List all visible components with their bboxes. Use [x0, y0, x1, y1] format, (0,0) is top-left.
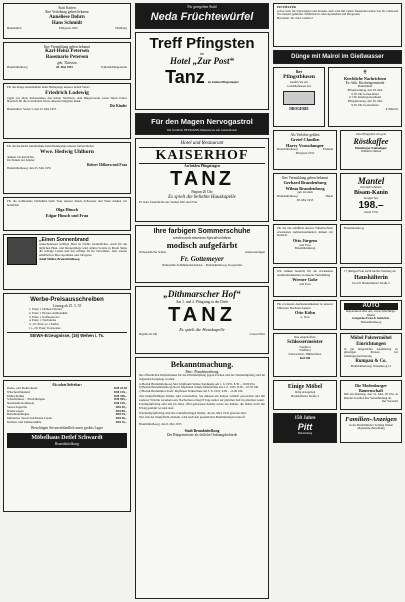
ad-line: Zum Pfingstfest ein gute	[356, 132, 386, 136]
ad-foot: Es ladet freundlichst ein: Stehen Wirt und Frau	[139, 199, 198, 204]
ad-line: 9.30 Uhr Gottesdienst	[351, 102, 379, 107]
ad-silberhochzeit-koehn	[273, 300, 337, 330]
name: Karl-Heinz Petersen	[45, 49, 89, 55]
ad-text: billig abzugeben	[294, 390, 316, 394]
ad-schlossermeister	[273, 333, 337, 377]
date: 28. Mai 1955	[296, 197, 314, 202]
name: Werner Gohr	[292, 277, 318, 283]
ad-line: im	[200, 52, 204, 56]
ad-title: EIN HELFER	[277, 5, 296, 9]
item-label: Kinderwagen	[7, 408, 24, 413]
ad-thanks-lodewig	[3, 83, 131, 139]
item-price: DM 15,–	[115, 419, 127, 424]
ad-title: Ihre farbigen Sommerschuhe	[153, 228, 251, 235]
ad-main: Bisam-Kanin	[353, 189, 388, 196]
ad-sub: werden nach neuestem Spezialverfahren	[173, 236, 231, 240]
ad-kirchliche-nachrichten	[328, 67, 402, 127]
signature: Robert Uhlhorn und Frau	[86, 163, 127, 168]
item-price: DM 398,–	[114, 393, 127, 398]
ad-sub: Kragen nur	[363, 195, 378, 200]
signature: Stadt Brunsbüttelkoog	[184, 428, 220, 433]
ad-sub: Lösung ab 25. 5. 55	[52, 304, 82, 308]
ad-line: Brunsbüttel	[357, 84, 373, 89]
ad-line: Neu eingetroffen:	[294, 335, 316, 339]
ad-top: Für geregelten Stuhl	[187, 5, 217, 9]
ad-foot: Brunsbüttel, Sedan 5, den 25. Mai 1955	[7, 107, 57, 112]
ad-preisausschreiben	[3, 293, 131, 377]
ad-pre: Treff	[149, 35, 182, 52]
ad-line: Orthopädische Schuh-	[139, 250, 167, 255]
place: Brunsbüttelkoog	[7, 64, 28, 69]
ad-line: Pfingstsonntag, den 29. Mai	[347, 88, 383, 92]
ad-auto-gregorius	[340, 300, 402, 330]
ad-hotel-post	[135, 32, 269, 110]
ad-foot: Brunsbüttelkoog, den 25. Mai 1955	[7, 166, 51, 171]
ad-text: Alle impfpflichtigen Kinder sind vorzustellen. Sie müssen am Körper reinlich gewaschen und mit sauberer Wäsche versehen sein. Nachschau erfolgt 8 Tage später zur gleichen Zeit im gleichen Lokal.	[139, 393, 265, 402]
ad-item: b) Bezirk Brunsbüttelkoog-Nord: Impflokal Schule Mittelstraße am 2. 6. 1955, 8.30 – 10.30 Uhr	[139, 385, 259, 390]
name: Wwe. Hedwig Uhlhorn	[40, 148, 94, 155]
ad-pitt	[273, 413, 337, 443]
ad-text: Dünge mit Mairol im Gießwasser	[291, 54, 384, 60]
ad-foot: Ruf 280	[299, 355, 311, 360]
ad-title: Bekanntmachung.	[170, 360, 234, 369]
tanz-word: TANZ	[168, 304, 236, 327]
place: Eddelak	[322, 147, 333, 152]
item-label: Sessel-Teppiche	[7, 404, 28, 409]
ad-item: c) Bezirk Brunsbüttel-Stadt: Impflokal Volksschule am 3. 6. 1955, 9.00 – 11.00 Uhr	[139, 389, 243, 394]
brand-name: Neda Früchtewürfel	[150, 11, 254, 24]
ad-foot: Brunsbütteler Straße 3	[291, 393, 319, 398]
name: Olga Hinsch	[55, 207, 79, 213]
ad-line: vorteilhaftesten bei:	[286, 84, 312, 88]
ad-moebelhaus-schwardt	[3, 380, 131, 512]
ad-foot: Orthopädie-Schuhmachermeister – Brunsbüttelkoog, Koogstraße	[161, 263, 243, 267]
ad-sonnenbrand	[3, 234, 131, 290]
ad-line: Ausbesserungen	[244, 250, 265, 255]
brand-name: AUTO	[344, 303, 398, 310]
ad-text: danken wir herzlichst.	[7, 154, 35, 159]
ad-engagement-dohrn	[3, 3, 131, 39]
price-list-row	[7, 421, 127, 425]
ad-neda	[135, 3, 269, 29]
ad-text: Reparaturen aller Art, sowie Abschlepp-Dienst	[346, 309, 396, 317]
firm-name: Alwin Fritz	[363, 210, 378, 215]
ad-sub: Betr.: Pfandeinziehung	[185, 370, 219, 374]
ad-foot: Die bewährte NEUMANN-Markenware seit Generationen	[166, 128, 238, 132]
ad-ein-helfer	[273, 3, 402, 47]
shop-name: Hamburger Kaffeelager	[355, 145, 387, 150]
tanz-word: Tanz	[165, 67, 205, 88]
ad-dithmarscher-hof	[135, 286, 269, 354]
ad-text: soll er sein, für Schwangere und Kranke, dem wird mit vielen Tausenden schon von Dr. Gutbrods Tee bestens geholfen. Erhältlich in allen Apotheken und Drogerien.	[277, 8, 398, 17]
signature: Der Vorstand	[381, 399, 398, 404]
ad-note: Besichtigen Sie unverbindlich unser großes Lager	[31, 426, 103, 431]
name: Otto Jürgens	[292, 238, 318, 244]
signature: Die Kinder	[109, 104, 127, 109]
ad-main: Pfingsten	[186, 35, 255, 52]
signature-sub: Der Bürgermeister als örtliche Ordnungsbehörde	[166, 433, 238, 438]
ad-head: Ab sofort lieferbar:	[52, 383, 82, 387]
item-label: Küchen- und Zimmerstühle	[7, 419, 42, 424]
ad-text: Für die herzliche Anteilnahme beim Heimgange unserer lieben Mutter	[7, 144, 94, 148]
firm-name: Gregorius Frau & Sohn KG.	[352, 316, 390, 321]
hotel-name: Hotel „Zur Post“	[169, 56, 234, 67]
ad-foot: Adolf Möller, Brunsbüttelkoog	[39, 256, 80, 261]
ad-main: Familien-Anzeigen	[345, 416, 397, 423]
column-middle	[135, 3, 269, 602]
place: Heide	[325, 194, 333, 198]
ad-title: Werbe-Preisausschreiben	[30, 297, 104, 303]
ad-line: An beiden Pfingsttagen	[184, 164, 220, 168]
ad-text: Für die innige Anteilnahme beim Heimgange unseres lieben Vaters	[7, 85, 90, 89]
name: Rosemarie Petersen	[45, 55, 89, 61]
ad-foot: Zu erfr. Brunsbütteler Straße 5	[352, 280, 390, 285]
ad-days: an beiden Pfingsttagen!	[207, 80, 239, 85]
ad-line: Es spielt die Hauskapelle	[179, 327, 225, 333]
ad-main: Einige Möbel	[287, 384, 323, 390]
ad-silberhochzeit-juergens	[273, 224, 337, 264]
ad-text: Im Namen der Kinder:	[7, 158, 36, 163]
name: Gretel Claußen	[290, 137, 320, 143]
name: Anneliese Dohrn	[49, 14, 85, 20]
name: und Frau	[299, 242, 311, 247]
ad-time: Beginn 20 Uhr	[139, 332, 158, 337]
ad-line: kaufen Sie am	[290, 80, 308, 85]
ad-line: Pfingstmontag, den 30. Mai	[347, 99, 383, 104]
ad-item: Weißbrot	[299, 348, 311, 353]
ad-sub: mit dem schönen	[360, 185, 382, 189]
item-price: DM 89,–	[115, 408, 127, 413]
ad-text: Für den Magen Nervogastrol	[151, 117, 253, 126]
ad-text: in der Brunsbütteler Zeitung finden allgemeine Beachtung	[349, 422, 393, 431]
ad-sub: geb. Thiessen	[57, 61, 77, 66]
ad-text: Wir danken herzlich für die erwiesenen Aufmerksamkeiten zu unserer Vermählung	[277, 269, 333, 277]
ad-text: Für die uns anläßlich unserer Silberhochzeit erwiesenen Aufmerksamkeiten danken wir herzlich.	[277, 226, 333, 238]
ad-sub: geb. Kramm	[297, 190, 313, 195]
ad-title: „Einen Sonnenbrand	[39, 237, 89, 243]
item-label: Wäscheschleudern	[7, 390, 31, 394]
date: 28. Mai 1955	[55, 64, 73, 69]
name: Friedrich Lodewig	[45, 89, 89, 96]
item-price: DM 49,–	[115, 404, 127, 409]
firm-name: Rumpau & Co.	[355, 358, 387, 364]
ad-nervogastrol	[135, 113, 269, 135]
ad-text: Wiederimpfpflichtig sind alle schulpflichtigen Kinder, die im Jahre 1943 geboren sind.	[139, 410, 247, 415]
shop-logo	[283, 91, 315, 105]
item-price: DM 169,–	[114, 401, 127, 406]
ad-text: Die öffentlichen Impfterminen für die Pflichtimpfung gegen Pocken und die Wiederimpfung sind im folgenden festgelegt worden:	[139, 373, 265, 381]
prize-item: 11.–20. Preis: Trostpreise	[29, 325, 61, 330]
ad-line: Pfingstblusen	[283, 74, 315, 81]
name: Gerhard Brandenburg	[283, 180, 327, 186]
ad-text: Für erwiesene Aufmerksamkeiten zu unserer Silbernen Hochzeit danken	[277, 302, 333, 310]
ad-wedding-petersen	[3, 42, 131, 80]
ad-line: 9.30 Uhr Gottesdienst	[351, 91, 379, 96]
ad-main: Die Modenburger Bauernschaft	[355, 383, 387, 393]
ad-kaiserhof	[135, 138, 269, 222]
ad-title: Kirchliche Nachrichten	[344, 76, 386, 81]
ad-top: Statt Karten	[58, 6, 76, 10]
ad-thanks-uhlhorn	[3, 142, 131, 194]
ad-familien-anzeigen	[340, 413, 402, 443]
prize-item: 5.–10. Preis: je 1 Kaffee	[29, 322, 60, 327]
ad-text: Brunsbüttelkoog	[344, 226, 364, 230]
ad-bisam-mantel	[340, 173, 402, 221]
ad-verlobte-claussen	[273, 130, 337, 170]
item-label: Matratzen, Sessel und Kleine Lieder	[7, 415, 53, 420]
item-price: DM 39,–	[115, 412, 127, 417]
ad-main: modisch aufgefärbt	[166, 240, 238, 251]
ad-date: Brunsbüttelkoog, den 9. Mai 1955	[139, 422, 182, 427]
date: Pfingsten 1955	[59, 25, 78, 30]
ad-foot: Hersteller: Dr. med. Gutbrod	[277, 16, 313, 21]
ad-mairol	[273, 50, 402, 64]
ad-title: Mantel	[357, 176, 385, 186]
ad-main: Röstkaffee	[353, 136, 389, 146]
ad-line: Als Verlobte grüßen	[290, 133, 320, 137]
ad-aufmerksamkeiten	[340, 224, 402, 264]
place: Brunsbüttel	[7, 25, 22, 30]
item-label: Nussbaum-Kommode	[7, 401, 35, 406]
shop-address: Brunsbüttelkoog, Neuenkoog 12	[350, 363, 392, 368]
ad-haushaelterin	[340, 267, 402, 297]
ad-line: Ihre	[295, 70, 303, 74]
item-price: DM 129,–	[114, 390, 127, 394]
ad-line: Am 1. und 2. Pfingsttag in der Diele	[175, 300, 229, 304]
firm-name: Fr. Gottemeyer	[180, 255, 224, 263]
restaurant-name: KAISERHOF	[139, 147, 265, 164]
item-label: Kühlschränke	[7, 393, 25, 398]
signature: P. Hinrich	[385, 106, 398, 111]
ad-foot: SEIWA-Erzeugnisse, (16) Wehen i. Ts.	[29, 332, 105, 338]
name: u. Frau	[300, 314, 310, 319]
ad-main: Möbel Polstermöbel Einrichtungen	[350, 336, 392, 347]
place: Hamburg	[115, 25, 127, 30]
ad-main: Haushälterin	[354, 274, 388, 281]
ad-text: sagen wir allen, insbesondere den lieben Nachbarn, dem Bürgerverein sowie Herrn Pastor Hoensch für die trostreichen Worte unseren innigsten Dank.	[7, 95, 127, 104]
ad-line: Ihre Vermählung geben bekannt	[282, 176, 328, 180]
ad-thanks-hinsch	[3, 197, 131, 231]
place: Brunsbüttelkoog	[277, 194, 298, 198]
brand-name: Pitt	[297, 422, 313, 432]
prize-item: 1. Preis: 1 Damen-Fahrrad	[29, 307, 62, 312]
date: Pfingsten 1955	[295, 151, 315, 155]
ad-line: Hotel und Restaurant	[180, 141, 224, 146]
price: 198.–	[358, 200, 384, 212]
place: Eddelak/Dingerdonn	[101, 64, 127, 69]
name: und Frau	[299, 281, 311, 286]
shop-address: Brunsbüttelkoog	[55, 441, 79, 446]
ad-roestkaffee	[340, 130, 402, 170]
shop-address: Brunsbüttelkoog	[360, 320, 382, 325]
name: Otto Köhn	[294, 310, 316, 316]
ad-bekanntmachung	[135, 357, 269, 599]
prize-item: 4. Preis: 1 Tischdecke	[29, 318, 57, 323]
ad-text: hält am Dienstag, den 31. Mai, 20 Uhr, in Rhodes Gasthof ihre Versammlung ab.	[344, 392, 398, 400]
prize-item: 3. Preis: 1 Kaffeeservice	[29, 314, 60, 319]
ad-text: 17 jähriges Frau sucht leichte Stellung als	[344, 269, 396, 273]
ad-text: Bekleidung	[297, 431, 313, 435]
name: Hans Schmidt	[51, 20, 83, 26]
ad-bauernschaft	[340, 380, 402, 410]
ad-item: Schwarzbrot, Hühnerfutter	[288, 352, 322, 357]
ad-pfingstblusen	[273, 67, 325, 127]
ad-line: 11 Uhr Kindergottesdienst	[348, 95, 382, 100]
tanz-word: TANZ	[170, 168, 234, 191]
shop-name: Möbelhaus Detlef Schwardt	[31, 434, 103, 441]
ad-line: Wilhelm Ohlsen	[360, 149, 382, 154]
item-label: Bettumrandungen	[7, 412, 30, 417]
ad-gottemeyer	[135, 225, 269, 283]
column-right	[273, 3, 402, 446]
ad-main: Schlossermeister	[287, 339, 323, 345]
name: Wilma Brandenburg	[285, 185, 325, 191]
ad-line: Ihre Verlobung geben bekannt	[45, 10, 89, 15]
ad-sub: Ev.-luth. Kirchengemeinde	[345, 81, 385, 85]
ad-item: Sandbrot	[299, 344, 311, 349]
name: Edgar Hinsch und Frau	[45, 212, 89, 218]
ad-dank-gohr	[273, 267, 337, 297]
ad-host: Conrad Harr	[249, 332, 265, 337]
cross-icon: ✝	[362, 70, 368, 76]
ad-foot: Brunsbüttelkoog	[294, 246, 316, 251]
ad-item: a) Bezirk Brunsbüttelkoog-Süd: Impflokal Schule Sandkamp am 1. 6. 1955, 8.30 – 10.00 Uhr	[139, 381, 255, 386]
place: Brunsbüttelkoog	[277, 147, 298, 152]
ad-line: Es spielt die beliebte Hauskapelle	[168, 194, 236, 200]
portrait-photo	[7, 237, 37, 265]
ad-wedding-brandenburg	[273, 173, 337, 221]
item-price: DM 36,–	[115, 415, 127, 420]
item-price: DM 25.50	[114, 386, 127, 391]
item-label: Radio- und Elektroherde	[7, 386, 38, 391]
ad-text: Wer sich der Impfpflicht entzieht, wird nach den gesetzlichen Bestimmungen bestraft.	[139, 415, 246, 420]
item-price: DM 595,–	[114, 397, 127, 402]
ad-text: in gut bürgerlicher Ausführung zu günstigen Preisen bei Zahlungserleichterung	[344, 346, 398, 358]
item-label: Schlafzimmer – Einrichtungen	[7, 397, 45, 402]
ad-text: Erstimpfpflichtig sind alle im Jahre 1954 geborenen Kinder sowie die Kinder, die bisher nicht mit Erfolg geimpft worden sind.	[139, 402, 265, 410]
column-left	[3, 3, 131, 515]
ad-main: 150 Jahre	[294, 416, 316, 421]
ad-text: wünschenswert kräftige Haut ist Nichts Ordentliches. Auch für die täglichen Haut- und Körperpflege wird Ambre Solaire in Ihrem Sinne die richtige Creme und das richtige Öl für Verwöhnte. Jetzt wieder erhältlich in Ihrer Apotheke oder Drogerie.	[39, 242, 127, 258]
shop-name: DROGERIE	[289, 106, 309, 111]
ad-line: Ihre Vermählung geben bekannt	[44, 45, 90, 49]
name: Harry Voossdamper	[286, 142, 324, 148]
ad-title: „Dithmarscher Hof“	[163, 289, 241, 299]
ad-text: Für die wohltuende Teilnahme beim Tode unserer lieben Schwester und Tante danken wir herzlichst	[7, 199, 127, 207]
ad-line: Beginn 20 Uhr	[191, 190, 213, 195]
ad-moebel-rumpau	[340, 333, 402, 377]
ad-einige-moebel	[273, 380, 337, 410]
prize-item: 2. Preis: 1 Herren-Armbanduhr	[29, 311, 68, 315]
